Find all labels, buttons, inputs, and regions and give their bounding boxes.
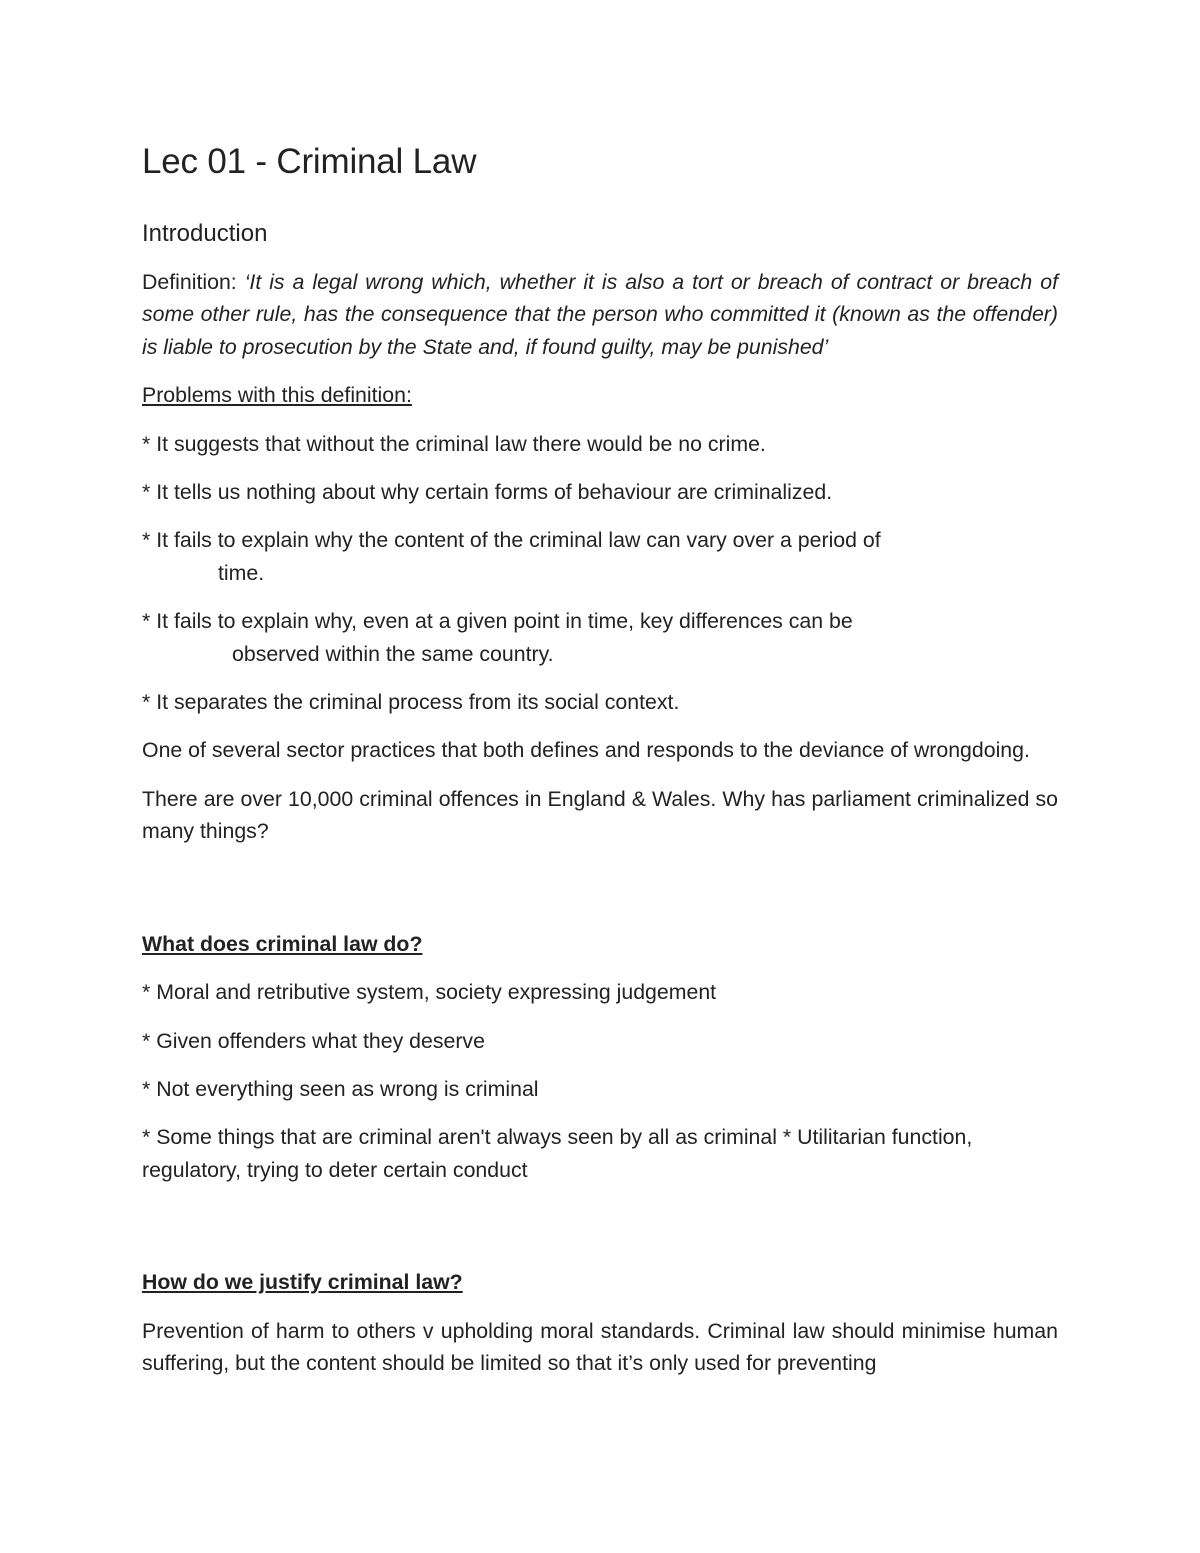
problem-item-continuation: observed within the same country.	[232, 641, 554, 666]
what-does-item: * Moral and retributive system, society expressing judgement	[142, 980, 717, 1005]
problems-label	[142, 379, 1058, 411]
problem-item: * It separates the criminal process from its social context.	[142, 690, 680, 715]
section-heading-introduction: Introduction	[142, 220, 268, 247]
document-page	[142, 140, 1058, 1379]
what-does-item: * Given offenders what they deserve	[142, 1028, 485, 1053]
problem-item	[142, 605, 1058, 670]
what-does-item: * Some things that are criminal aren't always seen by all as criminal * Utilitarian function, regulatory, trying to deter certain conduct	[142, 1125, 973, 1182]
section-heading-what-does: What does criminal law do?	[142, 931, 423, 956]
paragraph-offences-count: There are over 10,000 criminal offences in England & Wales. Why has parliament criminalized so many things?	[142, 786, 1058, 844]
definition-paragraph	[142, 266, 1058, 363]
paragraph-sector-practices: One of several sector practices that both defines and responds to the deviance of wrongdoing.	[142, 738, 1030, 763]
problems-label-text: Problems with this definition:	[142, 383, 412, 408]
problem-item-continuation: time.	[218, 560, 265, 585]
problem-item-line: * It fails to explain why, even at a given point in time, key differences can be	[142, 609, 853, 634]
definition-quote: ‘It is a legal wrong which, whether it is also a tort or breach of contract or breach of some other rule, has the consequence that the person who committed it (known as the offender) is liable to prosecution by the State and, if found guilty, may be punished’	[142, 270, 1058, 359]
problem-item-line: * It fails to explain why the content of the criminal law can vary over a period of	[142, 528, 881, 553]
paragraph-justify: Prevention of harm to others v upholding moral standards. Criminal law should minimise human suffering, but the content should be limited so that it’s only used for preventing	[142, 1318, 1058, 1375]
section-heading-justify: How do we justify criminal law?	[142, 1270, 463, 1295]
what-does-item: * Not everything seen as wrong is criminal	[142, 1076, 539, 1101]
document-title: Lec 01 - Criminal Law	[142, 142, 477, 181]
definition-label: Definition:	[142, 270, 245, 294]
problem-item	[142, 524, 1058, 589]
problem-item: * It tells us nothing about why certain forms of behaviour are criminalized.	[142, 480, 833, 505]
problem-item: * It suggests that without the criminal law there would be no crime.	[142, 431, 766, 456]
